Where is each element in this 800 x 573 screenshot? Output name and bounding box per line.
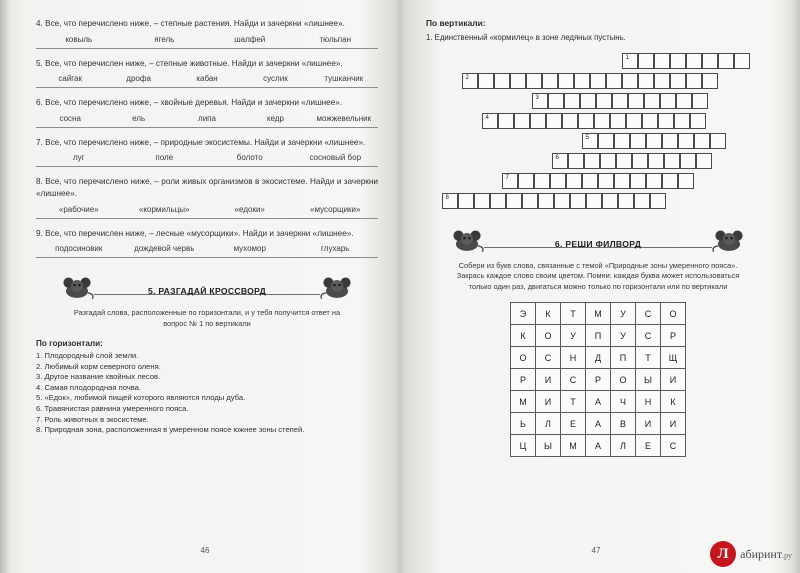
crossword-cell[interactable] xyxy=(600,153,616,169)
crossword-cell[interactable] xyxy=(612,93,628,109)
crossword-cell[interactable] xyxy=(646,133,662,149)
filword-cell[interactable]: А xyxy=(586,391,611,413)
right-page-content xyxy=(426,18,770,457)
page-number-left: 46 xyxy=(200,546,210,555)
crossword-cell[interactable] xyxy=(694,133,710,149)
option[interactable]: дрофа xyxy=(126,74,151,84)
crossword-cell[interactable] xyxy=(660,93,676,109)
crossword-cell[interactable] xyxy=(542,73,558,89)
clue-item: 2. Любимый корм северного оленя. xyxy=(36,361,161,371)
watermark-name: абиринт xyxy=(740,546,783,561)
crossword-cell[interactable] xyxy=(614,133,630,149)
crossword-cell[interactable] xyxy=(566,173,582,189)
down-clue: 1. Единственный «кормилец» в зоне ледяных пустынь. xyxy=(426,33,626,42)
crossword-cell[interactable] xyxy=(670,73,686,89)
crossword-cell[interactable] xyxy=(490,193,506,209)
filword-cell[interactable]: В xyxy=(611,413,636,435)
crossword-cell[interactable] xyxy=(638,73,654,89)
filword-cell[interactable]: Е xyxy=(636,435,661,457)
task-options xyxy=(36,244,378,258)
filword-row xyxy=(511,391,686,413)
filword-cell[interactable]: Н xyxy=(636,391,661,413)
mouse-illustration-icon xyxy=(60,272,94,300)
clue-item: 4. Самая плодородная почва. xyxy=(36,382,141,392)
option[interactable]: можжевельник xyxy=(316,113,372,123)
crossword-cell[interactable] xyxy=(662,133,678,149)
option[interactable]: «кормильцы» xyxy=(138,204,190,214)
option[interactable]: глухарь xyxy=(321,244,350,254)
filword-cell[interactable]: Т xyxy=(561,303,586,325)
crossword-cell[interactable] xyxy=(690,113,706,129)
crossword-cell[interactable] xyxy=(530,113,546,129)
crossword-cell[interactable] xyxy=(664,153,680,169)
crossword-cell[interactable] xyxy=(644,93,660,109)
option[interactable]: суслик xyxy=(263,74,288,84)
filword-cell[interactable]: Ы xyxy=(636,369,661,391)
filword-row xyxy=(511,413,686,435)
crossword-cell[interactable] xyxy=(546,113,562,129)
crossword-cell[interactable] xyxy=(580,93,596,109)
filword-row xyxy=(511,369,686,391)
crossword-cell[interactable] xyxy=(632,153,648,169)
filword-cell[interactable]: М xyxy=(586,303,611,325)
clue-item: 6. Травянистая равнина умеренного пояса. xyxy=(36,403,189,413)
task-item xyxy=(36,97,378,128)
crossword-cell[interactable] xyxy=(680,153,696,169)
crossword-cell[interactable] xyxy=(654,53,670,69)
task-item xyxy=(36,58,378,89)
filword-cell[interactable]: Р xyxy=(586,369,611,391)
filword-cell[interactable]: О xyxy=(511,347,536,369)
crossword-clue-number: 1 xyxy=(625,55,629,61)
filword-cell[interactable]: О xyxy=(611,369,636,391)
crossword-cell[interactable] xyxy=(646,173,662,189)
filword-cell[interactable]: Э xyxy=(511,303,536,325)
right-page xyxy=(404,0,788,573)
filword-row xyxy=(511,325,686,347)
crossword-cell[interactable] xyxy=(662,173,678,189)
crossword-cell[interactable] xyxy=(696,153,712,169)
crossword-cell[interactable] xyxy=(702,53,718,69)
crossword-cell[interactable] xyxy=(642,113,658,129)
filword-cell[interactable]: Т xyxy=(561,391,586,413)
crossword-cell[interactable] xyxy=(678,173,694,189)
task-item xyxy=(36,176,378,218)
option[interactable]: тушканчик xyxy=(324,74,364,84)
crossword-cell[interactable] xyxy=(548,93,564,109)
option[interactable]: дождевой червь xyxy=(134,244,195,254)
filword-cell[interactable]: С xyxy=(536,347,561,369)
crossword-cell[interactable] xyxy=(654,73,670,89)
crossword-clue-number: 2 xyxy=(465,75,469,81)
filword-section-header xyxy=(426,225,770,255)
crossword-cell[interactable] xyxy=(574,73,590,89)
left-page-content xyxy=(36,18,378,436)
crossword-cell[interactable] xyxy=(518,173,534,189)
mouse-illustration-icon xyxy=(712,225,746,253)
crossword-cell[interactable] xyxy=(498,113,514,129)
task-text: 4. Все, что перечислено ниже, – степные растения. Найди и зачеркни «лишнее». xyxy=(36,19,345,28)
filword-cell[interactable]: И xyxy=(536,369,561,391)
filword-cell[interactable]: Ь xyxy=(511,413,536,435)
filword-cell[interactable]: А xyxy=(586,435,611,457)
crossword-cell[interactable] xyxy=(598,133,614,149)
filword-cell[interactable]: И xyxy=(661,369,686,391)
task-item xyxy=(36,228,378,259)
filword-cell[interactable]: М xyxy=(561,435,586,457)
clue-item: 5. «Едок», любимой пищей которого являются плоды дуба. xyxy=(36,393,246,403)
crossword-cell[interactable] xyxy=(522,193,538,209)
crossword-cell[interactable] xyxy=(510,73,526,89)
section-subtitle: Собери из букв слова, связанные с темой «Природные зоны умеренного пояса». Закрась каждое слово своим цветом. Помни: каждая буква может использоваться только один раз, двигаться можно только по горизонтали или по вертикали xyxy=(456,261,740,291)
filword-cell[interactable]: С xyxy=(661,435,686,457)
crossword-clue-number: 5 xyxy=(585,135,589,141)
filword-cell[interactable]: И xyxy=(661,413,686,435)
crossword-cell[interactable] xyxy=(686,73,702,89)
filword-cell[interactable]: Д xyxy=(586,347,611,369)
section-title: 6. РЕШИ ФИЛВОРД xyxy=(554,239,642,249)
crossword-cell[interactable] xyxy=(598,173,614,189)
option[interactable]: «рабочие» xyxy=(58,204,99,214)
crossword-section-header xyxy=(36,272,378,302)
crossword-cell[interactable] xyxy=(494,73,510,89)
crossword-cell[interactable] xyxy=(692,93,708,109)
crossword-cell[interactable] xyxy=(594,113,610,129)
filword-cell[interactable]: М xyxy=(511,391,536,413)
task-text: 7. Все, что перечислено ниже, – природные экосистемы. Найди и зачеркни «лишнее». xyxy=(36,137,366,147)
filword-cell[interactable]: С xyxy=(636,325,661,347)
filword-cell[interactable]: Н xyxy=(561,347,586,369)
section-title: 5. РАЗГАДАЙ КРОССВОРД xyxy=(147,286,267,297)
crossword-cell[interactable] xyxy=(602,193,618,209)
crossword-cell[interactable] xyxy=(606,73,622,89)
option[interactable]: ель xyxy=(132,113,146,123)
crossword-cell[interactable] xyxy=(678,133,694,149)
clue-item: 3. Другое название хвойных лесов. xyxy=(36,372,161,382)
crossword-cell[interactable] xyxy=(674,113,690,129)
page-number-right: 47 xyxy=(591,546,601,555)
left-page xyxy=(14,0,396,573)
crossword-cell[interactable] xyxy=(710,133,726,149)
filword-cell[interactable]: С xyxy=(636,303,661,325)
crossword-cell[interactable] xyxy=(616,153,632,169)
option[interactable]: кабан xyxy=(196,74,218,84)
filword-cell[interactable]: Е xyxy=(561,413,586,435)
option[interactable]: тюльпан xyxy=(319,34,352,44)
crossword-cell[interactable] xyxy=(562,113,578,129)
filword-cell[interactable]: Р xyxy=(661,325,686,347)
filword-cell[interactable]: К xyxy=(661,391,686,413)
crossword-cell[interactable] xyxy=(658,113,674,129)
crossword-cell[interactable] xyxy=(564,93,580,109)
option[interactable]: шалфей xyxy=(234,34,266,44)
watermark-suffix: .ру xyxy=(782,550,792,560)
filword-cell[interactable]: Щ xyxy=(661,347,686,369)
crossword-clue-number: 6 xyxy=(555,155,559,161)
crossword-cell[interactable] xyxy=(618,193,634,209)
option[interactable]: подосиновик xyxy=(55,244,103,254)
filword-cell[interactable]: У xyxy=(561,325,586,347)
filword-cell[interactable]: И xyxy=(536,391,561,413)
crossword-cell[interactable] xyxy=(686,53,702,69)
crossword-cell[interactable] xyxy=(514,113,530,129)
option[interactable]: ковыль xyxy=(65,34,93,44)
crossword-clue-number: 4 xyxy=(485,115,489,121)
crossword-cell[interactable] xyxy=(630,133,646,149)
crossword-cell[interactable] xyxy=(734,53,750,69)
filword-cell[interactable]: Р xyxy=(511,369,536,391)
option[interactable]: «мусорщики» xyxy=(310,204,361,214)
option[interactable]: болото xyxy=(236,153,263,163)
filword-row xyxy=(511,303,686,325)
crossword-cell[interactable] xyxy=(670,53,686,69)
clue-item: 8. Природная зона, расположенная в умеренном поясе южнее зоны степей. xyxy=(36,425,305,435)
crossword-cell[interactable] xyxy=(584,153,600,169)
crossword-cell[interactable] xyxy=(702,73,718,89)
option[interactable]: сосна xyxy=(59,113,81,123)
crossword-cell[interactable] xyxy=(622,73,638,89)
crossword-cell[interactable] xyxy=(582,173,598,189)
filword-cell[interactable]: Ц xyxy=(511,435,536,457)
crossword-cell[interactable] xyxy=(648,153,664,169)
filword-grid[interactable] xyxy=(510,302,686,457)
watermark-text xyxy=(740,547,792,562)
filword-row xyxy=(511,347,686,369)
filword-cell[interactable]: О xyxy=(536,325,561,347)
option[interactable]: липа xyxy=(198,113,216,123)
option[interactable]: «едоки» xyxy=(234,204,265,214)
filword-cell[interactable]: Л xyxy=(611,435,636,457)
task-text: 5. Все, что перечислен ниже, – степные животные. Найди и зачеркни «лишнее». xyxy=(36,58,343,68)
crossword-clue-number: 8 xyxy=(445,195,449,201)
filword-cell[interactable]: П xyxy=(586,325,611,347)
crossword-cell[interactable] xyxy=(458,193,474,209)
watermark xyxy=(710,541,792,567)
crossword-cell[interactable] xyxy=(634,193,650,209)
crossword-cell[interactable] xyxy=(586,193,602,209)
filword-cell[interactable]: П xyxy=(611,347,636,369)
clue-item: 1. Плодородный слой земли. xyxy=(36,350,139,360)
crossword-cell[interactable] xyxy=(628,93,644,109)
option[interactable]: ягель xyxy=(154,34,175,44)
crossword-grid[interactable] xyxy=(426,51,770,211)
option[interactable]: сосновый бор xyxy=(309,153,362,163)
crossword-cell[interactable] xyxy=(630,173,646,189)
filword-cell[interactable]: Ч xyxy=(611,391,636,413)
crossword-clue-number: 7 xyxy=(505,175,509,181)
crossword-cell[interactable] xyxy=(550,173,566,189)
option[interactable]: кедр xyxy=(266,113,284,123)
filword-cell[interactable]: У xyxy=(611,325,636,347)
option[interactable]: поле xyxy=(155,153,174,163)
crossword-cell[interactable] xyxy=(676,93,692,109)
task-item xyxy=(36,137,378,168)
crossword-cell[interactable] xyxy=(626,113,642,129)
option[interactable]: сайгак xyxy=(58,74,82,84)
crossword-cell[interactable] xyxy=(538,193,554,209)
crossword-cell[interactable] xyxy=(638,53,654,69)
filword-cell[interactable]: К xyxy=(511,325,536,347)
task-text: 8. Все, что перечислено ниже, – роли живых организмов в экосистеме. Найди и зачеркни «лишнее». xyxy=(36,177,378,198)
crossword-cell[interactable] xyxy=(506,193,522,209)
task-item xyxy=(36,18,378,49)
task-options xyxy=(36,153,378,167)
crossword-cell[interactable] xyxy=(578,113,594,129)
crossword-cell[interactable] xyxy=(650,193,666,209)
crossword-cell[interactable] xyxy=(526,73,542,89)
filword-cell[interactable]: И xyxy=(636,413,661,435)
filword-row xyxy=(511,435,686,457)
option[interactable]: мухомор xyxy=(233,244,266,254)
crossword-cell[interactable] xyxy=(558,73,574,89)
crossword-cell[interactable] xyxy=(534,173,550,189)
task-text: 6. Все, что перечислено ниже, – хвойные деревья. Найди и зачеркни «лишнее». xyxy=(36,98,343,108)
filword-cell[interactable]: А xyxy=(586,413,611,435)
task-options xyxy=(36,114,378,128)
crossword-cell[interactable] xyxy=(614,173,630,189)
filword-cell[interactable]: С xyxy=(561,369,586,391)
crossword-cell[interactable] xyxy=(474,193,490,209)
filword-cell[interactable]: Т xyxy=(636,347,661,369)
task-options xyxy=(36,205,378,219)
crossword-cell[interactable] xyxy=(596,93,612,109)
crossword-cell[interactable] xyxy=(718,53,734,69)
filword-cell[interactable]: Ы xyxy=(536,435,561,457)
crossword-cell[interactable] xyxy=(590,73,606,89)
crossword-cell[interactable] xyxy=(478,73,494,89)
crossword-cell[interactable] xyxy=(568,153,584,169)
mouse-illustration-icon xyxy=(450,225,484,253)
filword-cell[interactable]: К xyxy=(536,303,561,325)
across-heading: По горизонтали: xyxy=(36,338,103,348)
filword-cell[interactable]: Л xyxy=(536,413,561,435)
crossword-cell[interactable] xyxy=(554,193,570,209)
watermark-logo-icon: Л xyxy=(710,541,736,567)
section-subtitle: Разгадай слова, расположенные по горизонтали, и у тебя получится ответ на вопрос № 1 по вертикали xyxy=(73,308,341,328)
filword-cell[interactable]: У xyxy=(611,303,636,325)
task-text: 9. Все, что перечислен ниже, – лесные «мусорщики». Найди и зачеркни «лишнее». xyxy=(36,228,354,238)
option[interactable]: луг xyxy=(72,153,85,163)
task-options xyxy=(36,74,378,88)
mouse-illustration-icon xyxy=(320,272,354,300)
crossword-cell[interactable] xyxy=(570,193,586,209)
crossword-clue-number: 3 xyxy=(535,95,539,101)
task-options xyxy=(36,35,378,49)
down-heading: По вертикали: xyxy=(426,18,486,28)
crossword-cell[interactable] xyxy=(610,113,626,129)
clue-item: 7. Роль животных в экосистеме. xyxy=(36,414,149,424)
filword-cell[interactable]: О xyxy=(661,303,686,325)
